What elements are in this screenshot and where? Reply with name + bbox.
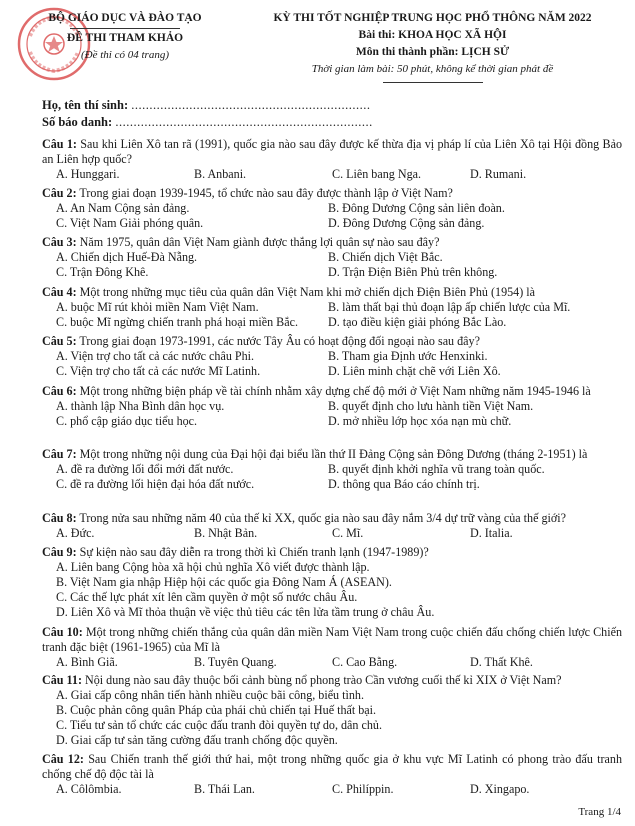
subject-group: Bài thi: KHOA HỌC XÃ HỘI (358, 29, 507, 41)
question-number: Câu 2: (42, 186, 77, 200)
option-a: A. Liên bang Cộng hòa xã hội chủ nghĩa Xô viết được thành lập. (56, 560, 370, 574)
option-c: C. phổ cập giáo dục tiểu học. (56, 414, 198, 428)
option-c: C. đề ra đường lối hiện đại hóa đất nước. (56, 477, 255, 491)
question-12 (42, 752, 622, 797)
student-id-row (42, 115, 373, 130)
question-2 (42, 186, 622, 231)
question-text: Một trong những nội dung của Đại hội đại biểu lần thứ II Đảng Cộng sản Đông Dương (tháng 2-1951) là (79, 447, 588, 461)
option-c: C. Viện trợ cho tất cả các nước Mĩ Latinh. (56, 364, 261, 378)
student-name-field: .................................................................. (131, 98, 371, 112)
question-text: Sự kiện nào sau đây diễn ra trong thời kì Chiến tranh lạnh (1947-1989)? (79, 545, 429, 559)
option-a: A. Đức. (56, 526, 95, 540)
options-row (42, 399, 622, 414)
ministry-name: BỘ GIÁO DỤC VÀ ĐÀO TẠO (48, 12, 202, 24)
option-c: C. Các thế lực phát xít lên cầm quyền ở một số nước châu Âu. (56, 590, 358, 604)
option-c: C. Trận Đông Khê. (56, 265, 149, 279)
option-b: B. Chiến dịch Việt Bắc. (328, 250, 443, 264)
option-c: C. buộc Mĩ ngừng chiến tranh phá hoại miền Bắc. (56, 315, 298, 329)
question-number: Câu 9: (42, 545, 77, 559)
option-a: A. Bình Giã. (56, 655, 118, 669)
options-row (42, 300, 622, 315)
option-a: A. An Nam Cộng sản đảng. (56, 201, 190, 215)
options-row (42, 655, 622, 670)
question-1 (42, 137, 622, 182)
option-d: D. Giai cấp tư sản tăng cường đấu tranh chống độc quyền. (56, 733, 338, 747)
option-d: D. Rumani. (470, 167, 527, 181)
question-text: Trong nửa sau những năm 40 của thế kỉ XX, quốc gia nào sau đây nắm 3/4 dự trữ vàng của thế giới? (79, 511, 567, 525)
question-number: Câu 8: (42, 511, 77, 525)
options-row (42, 216, 622, 231)
options-row (42, 414, 622, 429)
header-divider (70, 28, 180, 29)
question-number: Câu 4: (42, 285, 77, 299)
student-name-label: Họ, tên thí sinh: (42, 98, 129, 112)
option-b: B. quyết định khởi nghĩa vũ trang toàn quốc. (328, 462, 545, 476)
exam-type: ĐỀ THI THAM KHẢO (66, 32, 184, 44)
question-10 (42, 625, 622, 670)
question-3 (42, 235, 622, 280)
header-underline (383, 82, 483, 83)
option-c: C. Philíppin. (332, 782, 394, 796)
question-number: Câu 3: (42, 235, 77, 249)
option-d: D. Trận Điện Biên Phủ trên không. (328, 265, 498, 279)
question-number: Câu 10: (42, 625, 83, 639)
option-b: B. Cuộc phản công quân Pháp của phái chủ chiến tại Huế thất bại. (56, 703, 377, 717)
header-left (20, 10, 230, 64)
time-limit: Thời gian làm bài: 50 phút, không kể thời gian phát đề (311, 63, 554, 75)
option-d: D. tạo điều kiện giải phóng Bắc Lào. (328, 315, 507, 329)
question-number: Câu 11: (42, 673, 82, 687)
subject-name: Môn thi thành phần: LỊCH SỬ (355, 46, 510, 58)
options-row (42, 782, 622, 797)
question-number: Câu 6: (42, 384, 77, 398)
option-b: B. Nhật Bản. (194, 526, 258, 540)
option-a: A. Giai cấp công nhân tiến hành nhiều cuộc bãi công, biểu tình. (56, 688, 364, 702)
option-b: B. Tham gia Định ước Henxinki. (328, 349, 488, 363)
question-11 (42, 673, 622, 748)
option-a: A. buộc Mĩ rút khỏi miền Nam Việt Nam. (56, 300, 259, 314)
option-b: B. Tuyên Quang. (194, 655, 277, 669)
option-d: D. Xingapo. (470, 782, 530, 796)
option-c: C. Việt Nam Giải phóng quân. (56, 216, 204, 230)
option-b: B. Thái Lan. (194, 782, 255, 796)
question-5 (42, 334, 622, 379)
option-c: C. Cao Bằng. (332, 655, 398, 669)
question-9 (42, 545, 622, 620)
page-count: (Đề thi có 04 trang) (81, 49, 169, 61)
options-row (42, 477, 622, 492)
question-text: Sau khi Liên Xô tan rã (1991), quốc gia nào sau đây được kế thừa địa vị pháp lí của Liên Xô tại Hội đồng Bảo an Liên hợp quốc? (42, 137, 623, 166)
option-b: B. Anbani. (194, 167, 247, 181)
question-text: Nội dung nào sau đây thuộc bối cảnh bùng nổ phong trào Cần vương cuối thế kỉ XIX ở Việt Nam? (85, 673, 562, 687)
option-b: B. quyết định cho lưu hành tiền Việt Nam. (328, 399, 534, 413)
header-right (230, 10, 635, 83)
question-text: Một trong những chiến thắng của quân dân miền Nam Việt Nam trong cuộc chiến đấu chống chiến lược Chiến tranh đặc biệt (1961-1965) của Mĩ là (42, 625, 622, 654)
options-row (42, 315, 622, 330)
question-text: Trong giai đoạn 1939-1945, tổ chức nào sau đây được thành lập ở Việt Nam? (79, 186, 453, 200)
options-row (42, 462, 622, 477)
student-id-label: Số báo danh: (42, 115, 113, 129)
student-name-row (42, 98, 371, 113)
page-number: Trang 1/4 (578, 806, 621, 818)
option-b: B. Việt Nam gia nhập Hiệp hội các quốc gia Đông Nam Á (ASEAN). (56, 575, 392, 589)
options-row (42, 201, 622, 216)
student-id-field: ....................................................................... (115, 115, 373, 129)
question-number: Câu 1: (42, 137, 77, 151)
option-d: D. Liên Xô và Mĩ thỏa thuận về việc thủ tiêu các tên lửa tầm trung ở châu Âu. (56, 605, 435, 619)
question-4 (42, 285, 622, 330)
option-a: A. Côlômbia. (56, 782, 122, 796)
question-8 (42, 511, 622, 541)
options-row (42, 349, 622, 364)
question-text: Một trong những mục tiêu của quân dân Việt Nam khi mở chiến dịch Điện Biên Phủ (1954) là (79, 285, 535, 299)
options-row (42, 167, 622, 182)
option-c: C. Liên bang Nga. (332, 167, 422, 181)
exam-title: KỲ THI TỐT NGHIỆP TRUNG HỌC PHỔ THÔNG NĂM 2022 (273, 12, 592, 24)
option-a: A. Viện trợ cho tất cả các nước châu Phi. (56, 349, 255, 363)
options-row (42, 526, 622, 541)
question-number: Câu 5: (42, 334, 77, 348)
question-text: Trong giai đoạn 1973-1991, các nước Tây Âu có hoạt động đối ngoại nào sau đây? (79, 334, 480, 348)
option-d: D. Italia. (470, 526, 513, 540)
option-c: C. Tiểu tư sản tổ chức các cuộc đấu tranh đòi quyền tự do, dân chủ. (56, 718, 382, 732)
question-text: Năm 1975, quân dân Việt Nam giành được thắng lợi quân sự nào sau đây? (79, 235, 440, 249)
options-row (42, 265, 622, 280)
question-number: Câu 12: (42, 752, 84, 766)
options-row (42, 364, 622, 379)
option-a: A. thành lập Nha Bình dân học vụ. (56, 399, 225, 413)
option-d: D. Đông Dương Cộng sản đảng. (328, 216, 485, 230)
option-a: A. đề ra đường lối đổi mới đất nước. (56, 462, 234, 476)
option-a: A. Chiến dịch Huế-Đà Nẵng. (56, 250, 198, 264)
option-b: B. làm thất bại thủ đoạn lập ấp chiến lược của Mĩ. (328, 300, 571, 314)
question-text: Sau Chiến tranh thế giới thứ hai, một trong những quốc gia ở khu vực Mĩ Latinh có phong trào đấu tranh chống chế độ độc tài là (42, 752, 622, 781)
options-row (42, 250, 622, 265)
option-d: D. Thất Khê. (470, 655, 533, 669)
option-d: D. thông qua Báo cáo chính trị. (328, 477, 480, 491)
option-d: D. Liên minh chặt chẽ với Liên Xô. (328, 364, 501, 378)
option-a: A. Hunggari. (56, 167, 120, 181)
question-7 (42, 447, 622, 492)
question-number: Câu 7: (42, 447, 77, 461)
question-6 (42, 384, 622, 429)
question-text: Một trong những biện pháp về tài chính nhằm xây dựng chế độ mới ở Việt Nam những năm 1945-1946 là (79, 384, 591, 398)
option-b: B. Đông Dương Cộng sản liên đoàn. (328, 201, 505, 215)
option-c: C. Mĩ. (332, 526, 364, 540)
option-d: D. mở nhiều lớp học xóa nạn mù chữ. (328, 414, 512, 428)
